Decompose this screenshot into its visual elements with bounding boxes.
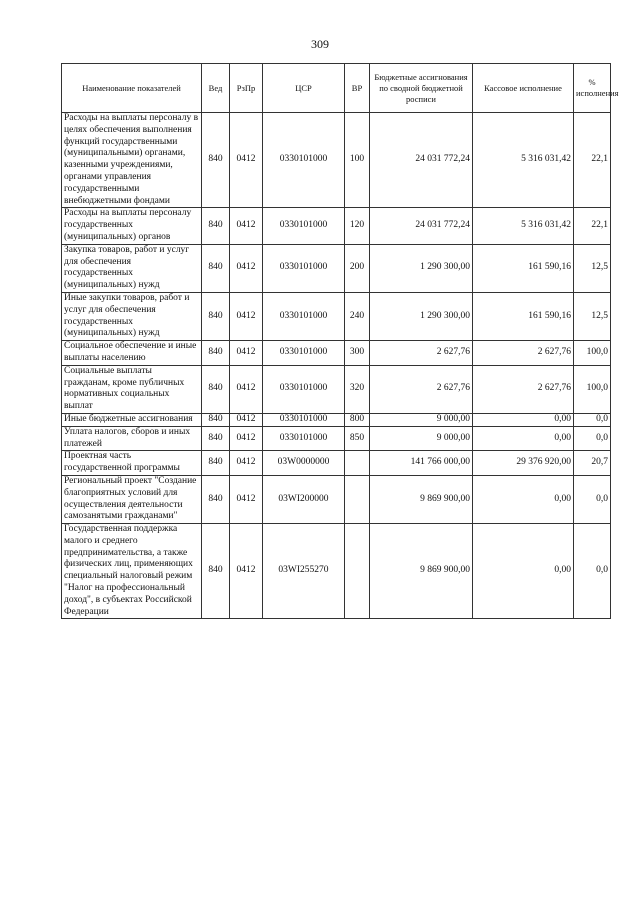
row-csr: 0330101000 <box>263 365 345 413</box>
row-ved: 840 <box>202 244 230 292</box>
row-cash-execution: 2 627,76 <box>473 365 574 413</box>
row-ved: 840 <box>202 413 230 426</box>
row-rzpr: 0412 <box>230 341 263 366</box>
row-ved: 840 <box>202 365 230 413</box>
row-csr: 0330101000 <box>263 208 345 244</box>
row-ved: 840 <box>202 113 230 208</box>
row-cash-execution: 0,00 <box>473 426 574 451</box>
header-assignments: Бюджетные ассигнования по сводной бюджетной росписи <box>370 64 473 113</box>
row-name: Иные закупки товаров, работ и услуг для обеспечения государственных (муниципальных) нужд <box>62 292 202 340</box>
row-execution-percent: 0,0 <box>574 426 611 451</box>
row-name: Расходы на выплаты персоналу в целях обеспечения выполнения функций государственными (муниципальными) органами, казенными учреждениями, органами управления государственными внебюджетными фондами <box>62 113 202 208</box>
row-vr: 800 <box>345 413 370 426</box>
row-cash-execution: 0,00 <box>473 413 574 426</box>
row-assignments: 9 000,00 <box>370 426 473 451</box>
table-row <box>62 413 611 426</box>
row-ved: 840 <box>202 475 230 523</box>
row-vr: 300 <box>345 341 370 366</box>
row-vr: 320 <box>345 365 370 413</box>
header-vr: ВР <box>345 64 370 113</box>
row-ved: 840 <box>202 341 230 366</box>
table-row <box>62 244 611 292</box>
row-csr: 03WI200000 <box>263 475 345 523</box>
row-cash-execution: 161 590,16 <box>473 292 574 340</box>
row-name: Уплата налогов, сборов и иных платежей <box>62 426 202 451</box>
table-row <box>62 113 611 208</box>
budget-table <box>61 63 619 619</box>
table-row <box>62 426 611 451</box>
row-rzpr: 0412 <box>230 244 263 292</box>
row-assignments: 141 766 000,00 <box>370 451 473 476</box>
row-ved: 840 <box>202 524 230 619</box>
row-name: Проектная часть государственной программы <box>62 451 202 476</box>
row-execution-percent: 0,0 <box>574 475 611 523</box>
row-ved: 840 <box>202 292 230 340</box>
row-name: Закупка товаров, работ и услуг для обеспечения государственных (муниципальных) нужд <box>62 244 202 292</box>
row-name: Расходы на выплаты персоналу государственных (муниципальных) органов <box>62 208 202 244</box>
row-rzpr: 0412 <box>230 292 263 340</box>
row-rzpr: 0412 <box>230 413 263 426</box>
row-rzpr: 0412 <box>230 426 263 451</box>
row-name: Государственная поддержка малого и среднего предпринимательства, а также физических лиц, применяющих специальный налоговый режим "Налог на профессиональный доход", в субъектах Российской Федерации <box>62 524 202 619</box>
row-csr: 03W0000000 <box>263 451 345 476</box>
row-cash-execution: 29 376 920,00 <box>473 451 574 476</box>
row-rzpr: 0412 <box>230 365 263 413</box>
row-execution-percent: 22,1 <box>574 113 611 208</box>
row-execution-percent: 12,5 <box>574 292 611 340</box>
table-row <box>62 475 611 523</box>
row-ved: 840 <box>202 208 230 244</box>
row-vr: 240 <box>345 292 370 340</box>
row-vr: 850 <box>345 426 370 451</box>
row-rzpr: 0412 <box>230 524 263 619</box>
row-assignments: 1 290 300,00 <box>370 244 473 292</box>
row-csr: 0330101000 <box>263 244 345 292</box>
row-csr: 03WI255270 <box>263 524 345 619</box>
row-csr: 0330101000 <box>263 413 345 426</box>
header-name: Наименование показателей <box>62 64 202 113</box>
row-rzpr: 0412 <box>230 208 263 244</box>
row-assignments: 2 627,76 <box>370 365 473 413</box>
row-cash-execution: 5 316 031,42 <box>473 208 574 244</box>
header-rzpr: РзПр <box>230 64 263 113</box>
row-rzpr: 0412 <box>230 451 263 476</box>
row-assignments: 1 290 300,00 <box>370 292 473 340</box>
row-execution-percent: 0,0 <box>574 524 611 619</box>
page-number: 309 <box>311 37 329 51</box>
header-cash-execution: Кассовое исполнение <box>473 64 574 113</box>
row-assignments: 9 869 900,00 <box>370 524 473 619</box>
row-assignments: 24 031 772,24 <box>370 208 473 244</box>
header-execution-percent: % исполнения <box>574 64 611 113</box>
row-csr: 0330101000 <box>263 426 345 451</box>
row-assignments: 9 869 900,00 <box>370 475 473 523</box>
row-vr: 200 <box>345 244 370 292</box>
table-header-row <box>62 64 611 113</box>
row-vr: 120 <box>345 208 370 244</box>
row-cash-execution: 0,00 <box>473 524 574 619</box>
row-cash-execution: 2 627,76 <box>473 341 574 366</box>
table-row <box>62 451 611 476</box>
row-assignments: 24 031 772,24 <box>370 113 473 208</box>
row-execution-percent: 0,0 <box>574 413 611 426</box>
row-name: Социальное обеспечение и иные выплаты населению <box>62 341 202 366</box>
row-ved: 840 <box>202 451 230 476</box>
row-vr <box>345 524 370 619</box>
table-row <box>62 365 611 413</box>
row-assignments: 2 627,76 <box>370 341 473 366</box>
row-execution-percent: 20,7 <box>574 451 611 476</box>
table-row <box>62 341 611 366</box>
row-assignments: 9 000,00 <box>370 413 473 426</box>
row-ved: 840 <box>202 426 230 451</box>
row-cash-execution: 5 316 031,42 <box>473 113 574 208</box>
row-execution-percent: 12,5 <box>574 244 611 292</box>
row-name: Региональный проект "Создание благоприятных условий для осуществления деятельности самозанятыми гражданами" <box>62 475 202 523</box>
row-cash-execution: 0,00 <box>473 475 574 523</box>
table-row <box>62 208 611 244</box>
header-csr: ЦСР <box>263 64 345 113</box>
table-row <box>62 524 611 619</box>
row-vr <box>345 451 370 476</box>
row-vr: 100 <box>345 113 370 208</box>
row-csr: 0330101000 <box>263 292 345 340</box>
row-name: Иные бюджетные ассигнования <box>62 413 202 426</box>
row-execution-percent: 100,0 <box>574 341 611 366</box>
row-rzpr: 0412 <box>230 475 263 523</box>
table-row <box>62 292 611 340</box>
row-csr: 0330101000 <box>263 341 345 366</box>
row-cash-execution: 161 590,16 <box>473 244 574 292</box>
row-name: Социальные выплаты гражданам, кроме публичных нормативных социальных выплат <box>62 365 202 413</box>
header-ved: Вед <box>202 64 230 113</box>
row-execution-percent: 100,0 <box>574 365 611 413</box>
row-vr <box>345 475 370 523</box>
row-csr: 0330101000 <box>263 113 345 208</box>
row-execution-percent: 22,1 <box>574 208 611 244</box>
row-rzpr: 0412 <box>230 113 263 208</box>
